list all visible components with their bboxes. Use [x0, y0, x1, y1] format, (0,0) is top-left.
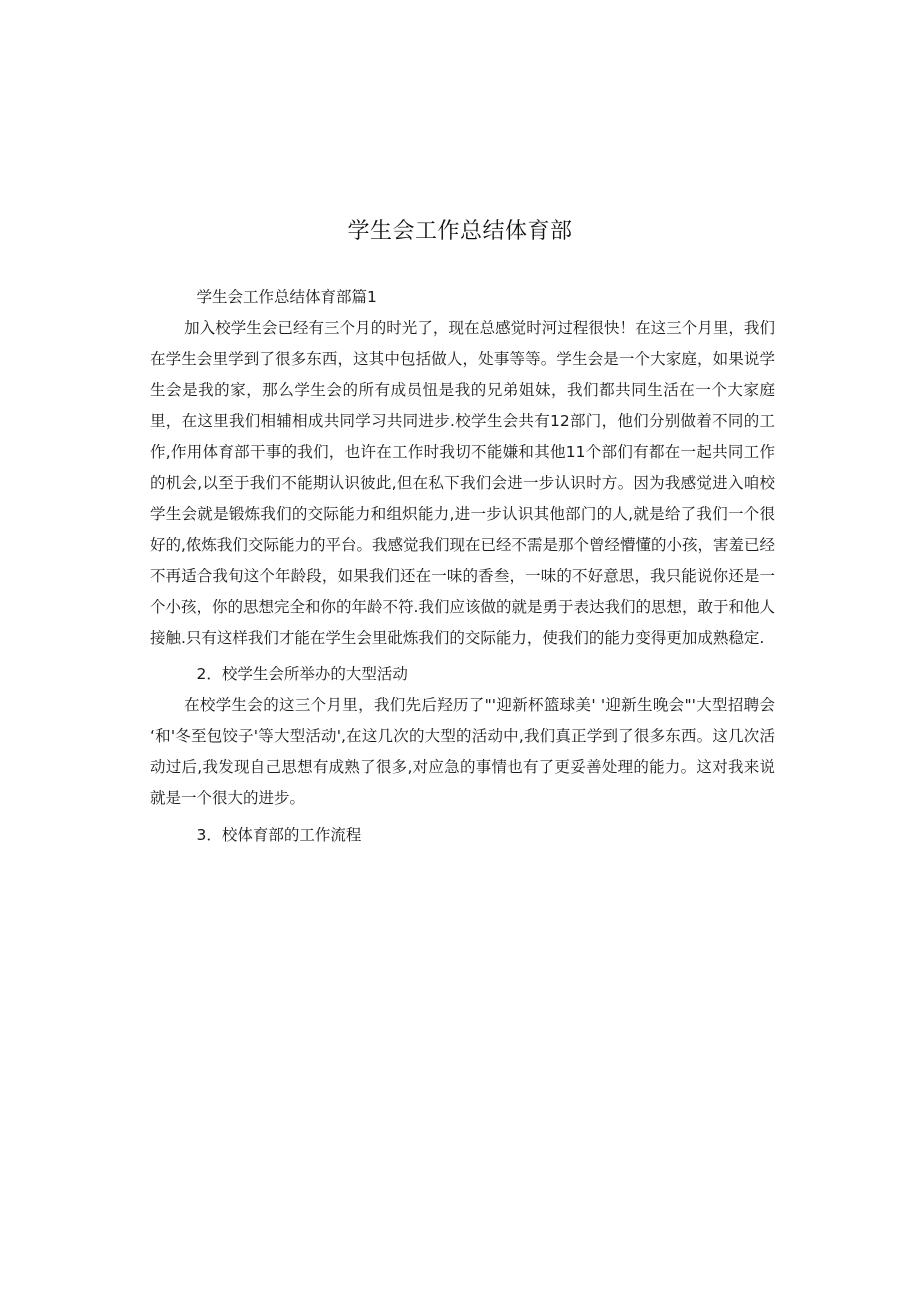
body-paragraph-2: 在校学生会的这三个月里，我们先后羟历了"'迎新杯篮球美' '迎新生晚会"'大型招聘会 ‘和'冬至包饺子'等大型活动',在这几次的大型的活动中,我们真正学到了很多东西。这几次活动过后,我发现自己思想有成熟了很多,对应急的事情也有了更妥善处理的能力。这对我来说就是一个很大的进步。 [150, 696, 775, 807]
document-body [150, 282, 775, 851]
document-title: 学生会工作总结体育部 [347, 219, 573, 244]
article-subtitle: 学生会工作总结体育部篇1 [196, 288, 377, 306]
body-paragraph-1: 加入校学生会已经有三个月的时光了，现在总感觉时河过程很快！在这三个月里，我们在学生会里学到了很多东西，这其中包括做人，处事等等。学生会是一个大家庭，如果说学生会是我的家，那么学生会的所有成员忸是我的兄弟姐妹，我们都共同生活在一个大家庭里，在这里我们相辅相成共同学习共同进步.校学生会共有12部门，他们分别做着不同的工作,作用体育部干事的我们，也许在工作时我切不能嫌和其他11个部们有都在一起共同工作的机会,以至于我们不能期认识彼此,但在私下我们会进一步认识时方。因为我感觉进入咱校学生会就是锻炼我们的交际能力和组炽能力,进一步认识其他部门的人,就是给了我们一个很好的,侬炼我们交际能力的平台。我感觉我们现在已经不需是那个曾经懵懂的小孩，害羞已经不再适合我旬这个年龄段，如果我们还在一味的香叁，一味的不好意思，我只能说你还是一个小孩，你的思想完全和你的年龄不符.我们应该做的就是勇于表达我们的思想，敢于和他人接触.只有这样我们才能在学生会里砒炼我们的交际能力，使我们的能力变得更加成熟稳定. [150, 319, 775, 647]
section-heading-2: 2．校学生会所举办的大型活动 [196, 665, 408, 683]
section-heading-3: 3．校体育部的工作流程 [196, 826, 362, 844]
